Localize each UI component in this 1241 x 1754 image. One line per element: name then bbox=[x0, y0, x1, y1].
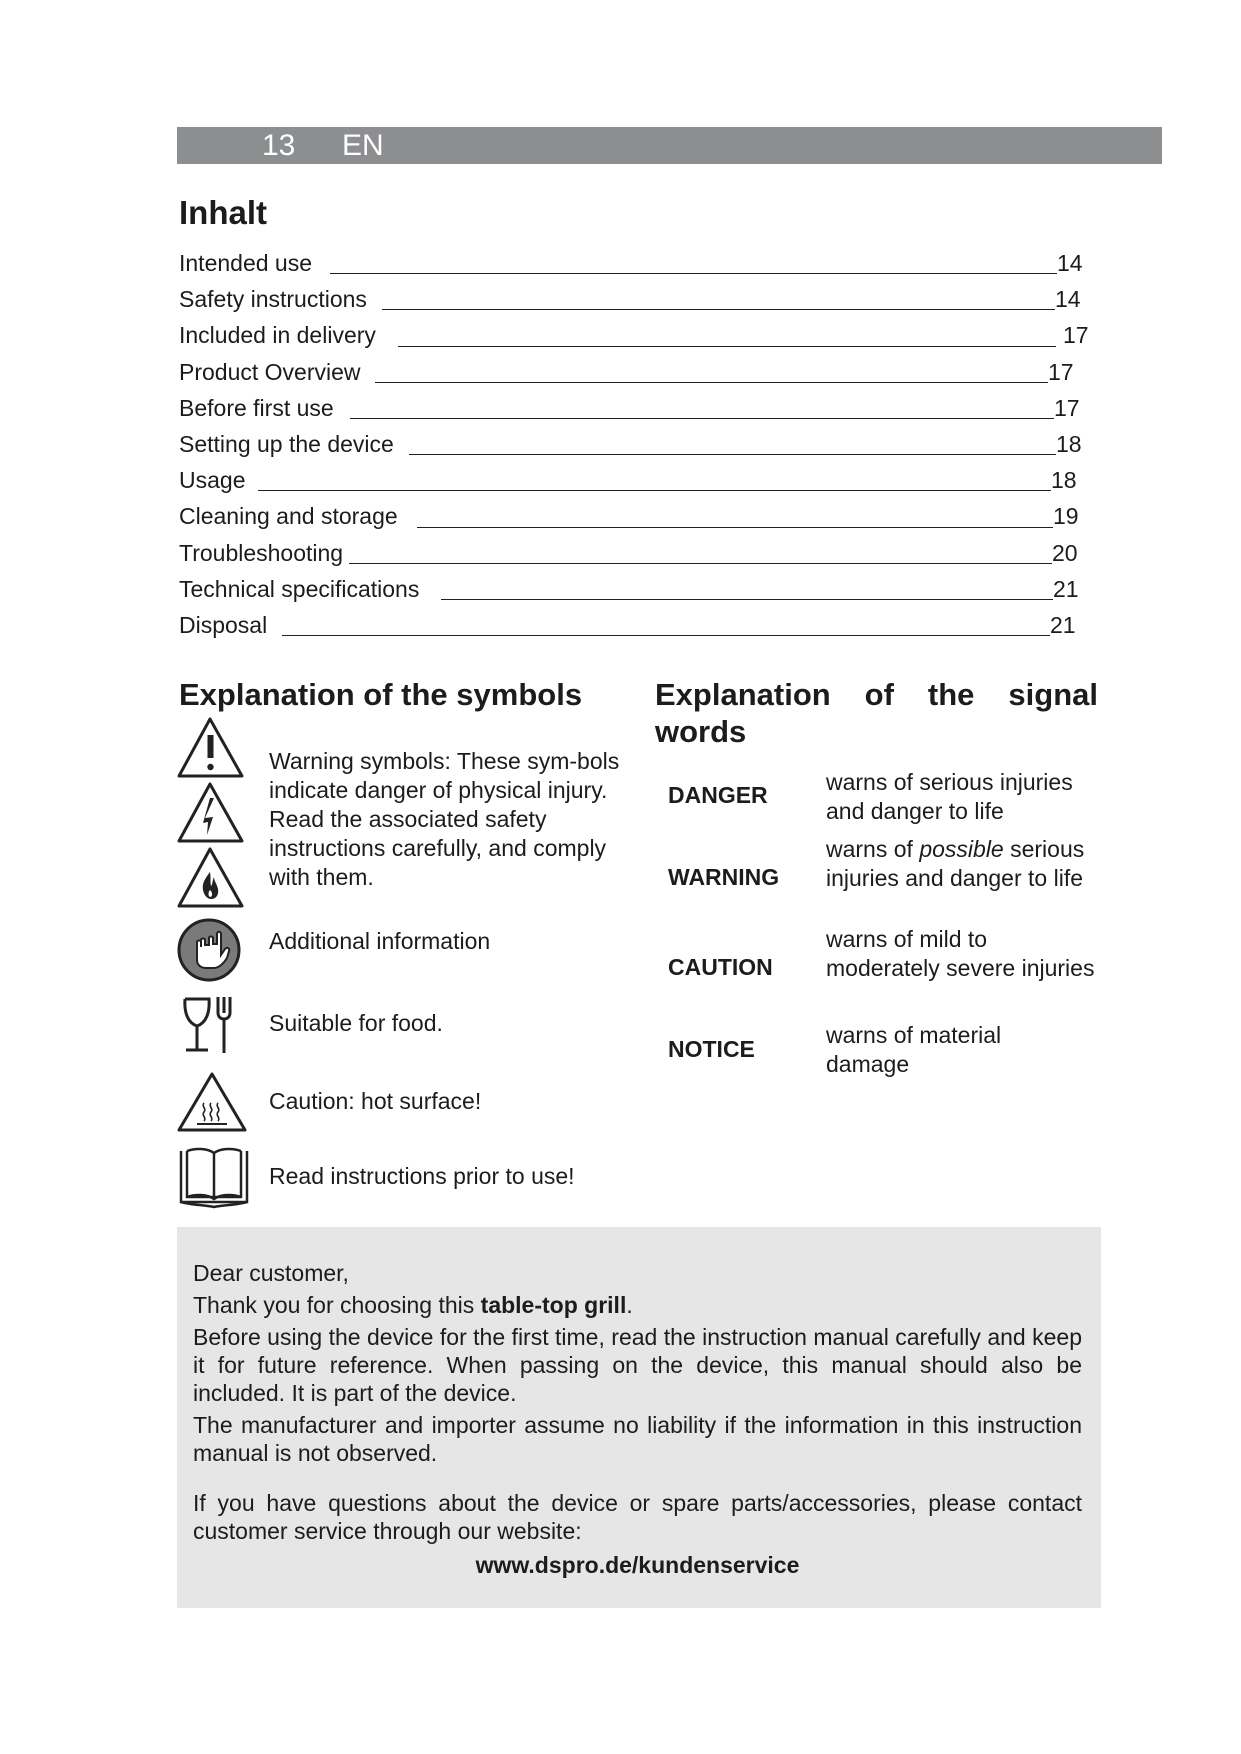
toc-entry-page: 14 bbox=[1057, 250, 1083, 276]
toc-entry-page: 20 bbox=[1052, 539, 1078, 566]
thanks-suffix: . bbox=[626, 1292, 633, 1318]
thanks-line bbox=[193, 1291, 1082, 1319]
toc-entry-label: Product Overview bbox=[179, 358, 361, 385]
toc-leader-line bbox=[398, 346, 1056, 347]
page-header-bar bbox=[177, 127, 1162, 164]
intro-paragraph: Before using the device for the first time, read the instruction manual carefully and keep it for future reference. When passing on the device, this manual should also be included. It is part of the device. bbox=[193, 1324, 1082, 1406]
language-code: EN bbox=[342, 129, 384, 162]
toc-entry[interactable] bbox=[179, 318, 1087, 354]
desc-emphasis: possible bbox=[919, 836, 1004, 862]
toc-entry[interactable] bbox=[179, 282, 1087, 318]
liability-paragraph: The manufacturer and importer assume no liability if the information in this instruction manual is not observed. bbox=[193, 1412, 1082, 1466]
symbols-section-title: Explanation of the symbols bbox=[179, 677, 583, 712]
toc-entry-page: 17 bbox=[1063, 322, 1089, 349]
signal-word: CAUTION bbox=[668, 954, 773, 980]
food-safe-label: Suitable for food. bbox=[269, 1010, 443, 1036]
desc-suffix: serious injuries and danger to life bbox=[826, 836, 1085, 891]
service-url-link[interactable]: www.dspro.de/kundenservice bbox=[475, 1552, 800, 1578]
signal-word: NOTICE bbox=[668, 1036, 755, 1062]
greeting: Dear customer, bbox=[193, 1260, 349, 1286]
warning-symbols-description: Warning symbols: These sym-bols indicate danger of physical injury. Read the associated safety instructions carefully, and comply with them. bbox=[269, 748, 620, 890]
toc-leader-line bbox=[350, 418, 1054, 419]
table-of-contents bbox=[179, 246, 1087, 644]
toc-leader-line bbox=[441, 599, 1053, 600]
toc-entry-page: 14 bbox=[1055, 286, 1081, 313]
page-number: 13 bbox=[262, 129, 296, 162]
toc-entry-label: Setting up the device bbox=[179, 430, 394, 457]
open-book-icon bbox=[177, 1147, 251, 1209]
toc-entry-label: Usage bbox=[179, 467, 246, 494]
toc-leader-line bbox=[409, 454, 1056, 455]
toc-entry[interactable] bbox=[179, 246, 1087, 282]
food-safe-icon bbox=[177, 995, 243, 1057]
toc-entry-label: Included in delivery bbox=[179, 322, 376, 349]
toc-leader-line bbox=[382, 309, 1055, 310]
signal-words-section-title: Explanation of the signal words bbox=[655, 677, 1098, 749]
toc-entry-page: 18 bbox=[1056, 430, 1082, 457]
signal-word: WARNING bbox=[668, 864, 780, 890]
additional-info-label: Additional information bbox=[269, 928, 491, 954]
toc-entry-label: Technical specifications bbox=[179, 575, 420, 602]
toc-entry-page: 18 bbox=[1051, 467, 1077, 494]
toc-entry[interactable] bbox=[179, 391, 1087, 427]
toc-entry-label: Safety instructions bbox=[179, 286, 367, 313]
toc-entry-label: Intended use bbox=[179, 250, 313, 276]
toc-entry-page: 17 bbox=[1048, 358, 1074, 385]
toc-leader-line bbox=[349, 563, 1052, 564]
signal-word: DANGER bbox=[668, 782, 768, 808]
signal-word-description bbox=[826, 835, 1106, 893]
toc-entry-page: 21 bbox=[1050, 611, 1076, 638]
toc-leader-line bbox=[282, 635, 1050, 636]
exclamation-warning-icon bbox=[179, 719, 242, 776]
toc-leader-line bbox=[330, 273, 1057, 274]
read-instructions-label: Read instructions prior to use! bbox=[269, 1163, 575, 1189]
toc-entry-label: Troubleshooting bbox=[179, 539, 344, 566]
toc-entry[interactable] bbox=[179, 463, 1087, 499]
contact-paragraph: If you have questions about the device or spare parts/accessories, please contact customer service through our website: bbox=[193, 1490, 1082, 1544]
toc-entry[interactable] bbox=[179, 355, 1087, 391]
product-name: table-top grill bbox=[480, 1292, 627, 1318]
electric-shock-icon bbox=[179, 784, 242, 841]
toc-entry-page: 19 bbox=[1053, 503, 1079, 530]
toc-entry[interactable] bbox=[179, 608, 1087, 644]
hand-info-icon bbox=[177, 918, 243, 982]
toc-entry[interactable] bbox=[179, 499, 1087, 535]
customer-info-box bbox=[177, 1227, 1101, 1608]
fire-hazard-icon bbox=[179, 849, 242, 906]
toc-entry-page: 21 bbox=[1053, 575, 1079, 602]
hot-surface-label: Caution: hot surface! bbox=[269, 1088, 482, 1114]
toc-leader-line bbox=[258, 490, 1051, 491]
signal-word-description: warns of material damage bbox=[826, 1022, 1002, 1077]
toc-entry[interactable] bbox=[179, 427, 1087, 463]
toc-entry-label: Cleaning and storage bbox=[179, 503, 398, 530]
toc-entry[interactable] bbox=[179, 536, 1087, 572]
toc-title: Inhalt bbox=[179, 194, 267, 231]
toc-entry[interactable] bbox=[179, 572, 1087, 608]
signal-word-description: warns of serious injuries and danger to life bbox=[826, 769, 1073, 824]
toc-leader-line bbox=[417, 527, 1053, 528]
warning-triangle-icons bbox=[177, 716, 247, 916]
desc-prefix: warns of bbox=[826, 836, 920, 862]
thanks-prefix: Thank you for choosing this bbox=[193, 1292, 481, 1318]
signal-word-description: warns of mild to moderately severe injuries bbox=[826, 926, 1095, 981]
toc-entry-label: Before first use bbox=[179, 394, 334, 421]
toc-entry-page: 17 bbox=[1054, 394, 1080, 421]
toc-leader-line bbox=[375, 382, 1048, 383]
toc-entry-label: Disposal bbox=[179, 611, 268, 638]
hot-surface-icon bbox=[177, 1071, 247, 1133]
